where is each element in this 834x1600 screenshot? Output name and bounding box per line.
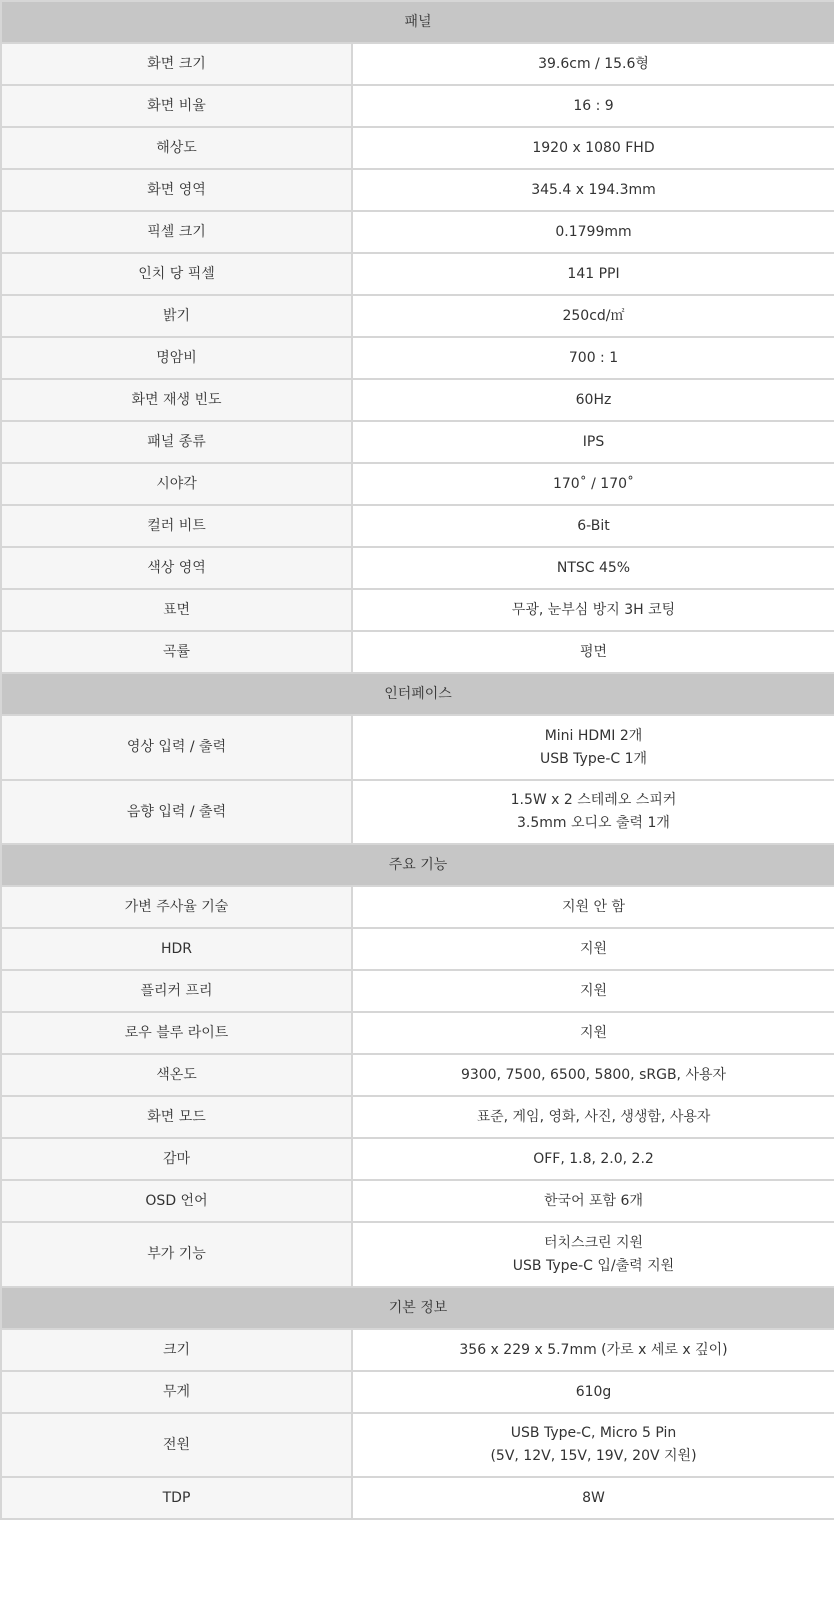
spec-row (1, 1138, 834, 1180)
spec-value-line: 무광, 눈부심 방지 3H 코팅 (511, 601, 676, 618)
spec-label: 음향 입력 / 출력 (1, 780, 352, 844)
spec-row (1, 928, 834, 970)
spec-row (1, 1477, 834, 1519)
spec-label: 로우 블루 라이트 (1, 1012, 352, 1054)
spec-label: 가변 주사율 기술 (1, 886, 352, 928)
spec-value-line: Mini HDMI 2개 (544, 727, 643, 744)
spec-value (352, 1054, 834, 1096)
spec-value (352, 589, 834, 631)
spec-value-line: 터치스크린 지원 (543, 1234, 644, 1251)
spec-label: 무게 (1, 1371, 352, 1413)
spec-value-line: 141 PPI (567, 265, 620, 282)
spec-value (352, 253, 834, 295)
spec-row (1, 421, 834, 463)
spec-row (1, 589, 834, 631)
spec-value (352, 43, 834, 85)
spec-row (1, 1329, 834, 1371)
spec-row (1, 463, 834, 505)
section-title: 기본 정보 (1, 1287, 834, 1329)
spec-value-line: 700 : 1 (568, 349, 619, 366)
spec-row (1, 337, 834, 379)
spec-value-line: 평면 (579, 643, 608, 660)
spec-value (352, 1413, 834, 1477)
spec-value (352, 463, 834, 505)
spec-value (352, 1012, 834, 1054)
spec-value-line: NTSC 45% (556, 559, 631, 576)
spec-label: 화면 모드 (1, 1096, 352, 1138)
section-header-row (1, 1287, 834, 1329)
spec-value-line: 610g (575, 1383, 612, 1400)
spec-value-line: 3.5mm 오디오 출력 1개 (517, 815, 670, 831)
spec-label: 곡률 (1, 631, 352, 673)
spec-value (352, 1477, 834, 1519)
section-title: 패널 (1, 1, 834, 43)
spec-value (352, 1329, 834, 1371)
spec-row (1, 127, 834, 169)
spec-value (352, 970, 834, 1012)
spec-value-line: 0.1799mm (555, 223, 632, 240)
spec-label: 해상도 (1, 127, 352, 169)
spec-value-line: 8W (582, 1489, 605, 1506)
spec-label: 플리커 프리 (1, 970, 352, 1012)
spec-label: 색상 영역 (1, 547, 352, 589)
spec-row (1, 1096, 834, 1138)
spec-label: TDP (1, 1477, 352, 1519)
spec-row (1, 1180, 834, 1222)
spec-label: 시야각 (1, 463, 352, 505)
spec-value (352, 928, 834, 970)
spec-value-line: 345.4 x 194.3mm (531, 181, 656, 198)
spec-value-line: 250cd/㎡ (562, 307, 625, 324)
spec-value-line: (5V, 12V, 15V, 19V, 20V 지원) (490, 1448, 697, 1464)
section-header-row (1, 673, 834, 715)
spec-value-line: 170˚ / 170˚ (552, 475, 635, 492)
spec-value-line: 6-Bit (577, 517, 610, 534)
spec-value (352, 337, 834, 379)
spec-label: 화면 영역 (1, 169, 352, 211)
spec-label: 화면 비율 (1, 85, 352, 127)
spec-row (1, 1371, 834, 1413)
spec-value (352, 295, 834, 337)
spec-row (1, 715, 834, 780)
spec-value-line: 1920 x 1080 FHD (532, 139, 655, 156)
spec-row (1, 1413, 834, 1477)
spec-value (352, 631, 834, 673)
spec-value-line: 39.6cm / 15.6형 (538, 55, 649, 72)
spec-value (352, 715, 834, 780)
spec-value-line: 1.5W x 2 스테레오 스피커 (510, 792, 677, 808)
spec-row (1, 547, 834, 589)
spec-value (352, 1138, 834, 1180)
spec-label: 부가 기능 (1, 1222, 352, 1287)
spec-value-line: 지원 (579, 1024, 608, 1041)
section-title: 인터페이스 (1, 673, 834, 715)
spec-value (352, 505, 834, 547)
spec-row (1, 970, 834, 1012)
spec-value (352, 886, 834, 928)
spec-label: 화면 재생 빈도 (1, 379, 352, 421)
spec-table-body (1, 1, 834, 1519)
section-header-row (1, 1, 834, 43)
spec-label: 픽셀 크기 (1, 211, 352, 253)
spec-label: 전원 (1, 1413, 352, 1477)
spec-row (1, 1054, 834, 1096)
spec-value-line: USB Type-C 1개 (539, 750, 648, 767)
spec-label: 컬러 비트 (1, 505, 352, 547)
spec-value (352, 1180, 834, 1222)
section-title: 주요 기능 (1, 844, 834, 886)
spec-value-line: USB Type-C, Micro 5 Pin (510, 1425, 677, 1441)
spec-value (352, 1222, 834, 1287)
spec-row (1, 505, 834, 547)
spec-value (352, 421, 834, 463)
spec-row (1, 85, 834, 127)
spec-label: 인치 당 픽셀 (1, 253, 352, 295)
spec-value (352, 85, 834, 127)
spec-label: 색온도 (1, 1054, 352, 1096)
spec-row (1, 780, 834, 844)
spec-value-line: 표준, 게임, 영화, 사진, 생생함, 사용자 (476, 1108, 711, 1125)
spec-label: HDR (1, 928, 352, 970)
spec-row (1, 295, 834, 337)
spec-value-line: 16 : 9 (573, 97, 614, 114)
spec-value (352, 211, 834, 253)
spec-row (1, 43, 834, 85)
spec-label: 영상 입력 / 출력 (1, 715, 352, 780)
spec-label: 화면 크기 (1, 43, 352, 85)
spec-row (1, 253, 834, 295)
spec-value (352, 780, 834, 844)
spec-value-line: 지원 (579, 940, 608, 957)
spec-row (1, 886, 834, 928)
spec-value-line: 60Hz (575, 391, 612, 408)
spec-value (352, 1096, 834, 1138)
spec-row (1, 1012, 834, 1054)
spec-label: 패널 종류 (1, 421, 352, 463)
spec-value (352, 169, 834, 211)
spec-row (1, 1222, 834, 1287)
spec-label: 표면 (1, 589, 352, 631)
spec-value (352, 127, 834, 169)
spec-label: OSD 언어 (1, 1180, 352, 1222)
section-header-row (1, 844, 834, 886)
spec-label: 감마 (1, 1138, 352, 1180)
spec-label: 명암비 (1, 337, 352, 379)
spec-value-line: OFF, 1.8, 2.0, 2.2 (533, 1150, 654, 1167)
spec-row (1, 631, 834, 673)
spec-row (1, 379, 834, 421)
spec-value-line: 9300, 7500, 6500, 5800, sRGB, 사용자 (460, 1066, 727, 1083)
spec-value-line: 지원 (579, 982, 608, 999)
spec-label: 밝기 (1, 295, 352, 337)
spec-value (352, 1371, 834, 1413)
spec-value-line: 356 x 229 x 5.7mm (가로 x 세로 x 깊이) (459, 1341, 728, 1358)
spec-value-line: 한국어 포함 6개 (544, 1192, 643, 1209)
spec-label: 크기 (1, 1329, 352, 1371)
spec-value-line: IPS (582, 433, 605, 450)
spec-value-line: 지원 안 함 (562, 898, 625, 915)
spec-row (1, 211, 834, 253)
spec-value (352, 379, 834, 421)
spec-value-line: USB Type-C 입/출력 지원 (512, 1257, 675, 1274)
spec-row (1, 169, 834, 211)
spec-value (352, 547, 834, 589)
